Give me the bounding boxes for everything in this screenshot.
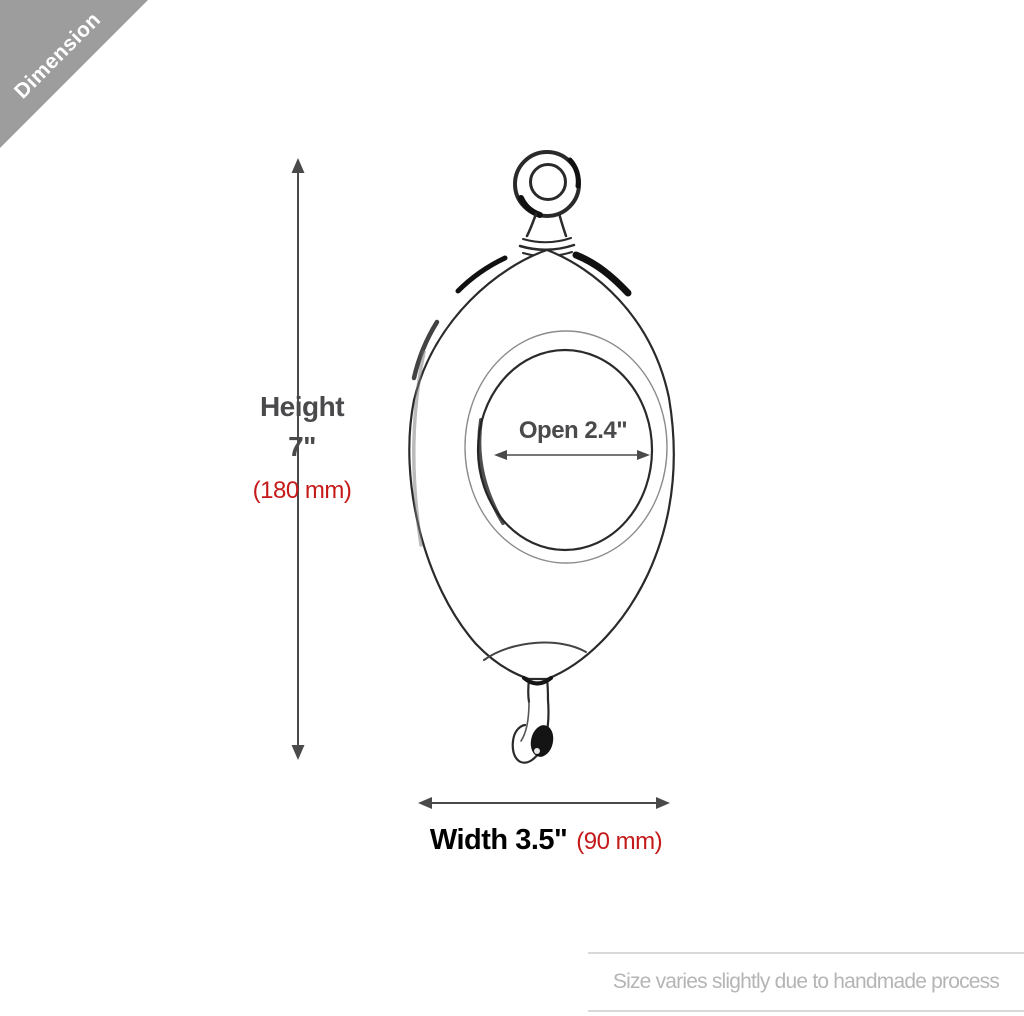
width-arrow xyxy=(418,797,670,809)
ribbon-label: Dimension xyxy=(9,7,106,104)
width-metric: (90 mm) xyxy=(576,828,663,855)
hanging-ring xyxy=(515,152,579,216)
width-dimension xyxy=(316,824,776,857)
opening-label: Open 2.4" xyxy=(518,417,628,444)
height-value: 7" xyxy=(288,431,316,462)
width-value: Width 3.5" xyxy=(429,824,568,856)
height-metric: (180 mm) xyxy=(252,477,352,504)
footnote-text: Size varies slightly due to handmade process xyxy=(612,970,1000,993)
height-label: Height xyxy=(259,391,345,422)
footnote xyxy=(588,952,1024,1012)
glass-body xyxy=(409,250,674,679)
drip-hook xyxy=(513,678,556,763)
